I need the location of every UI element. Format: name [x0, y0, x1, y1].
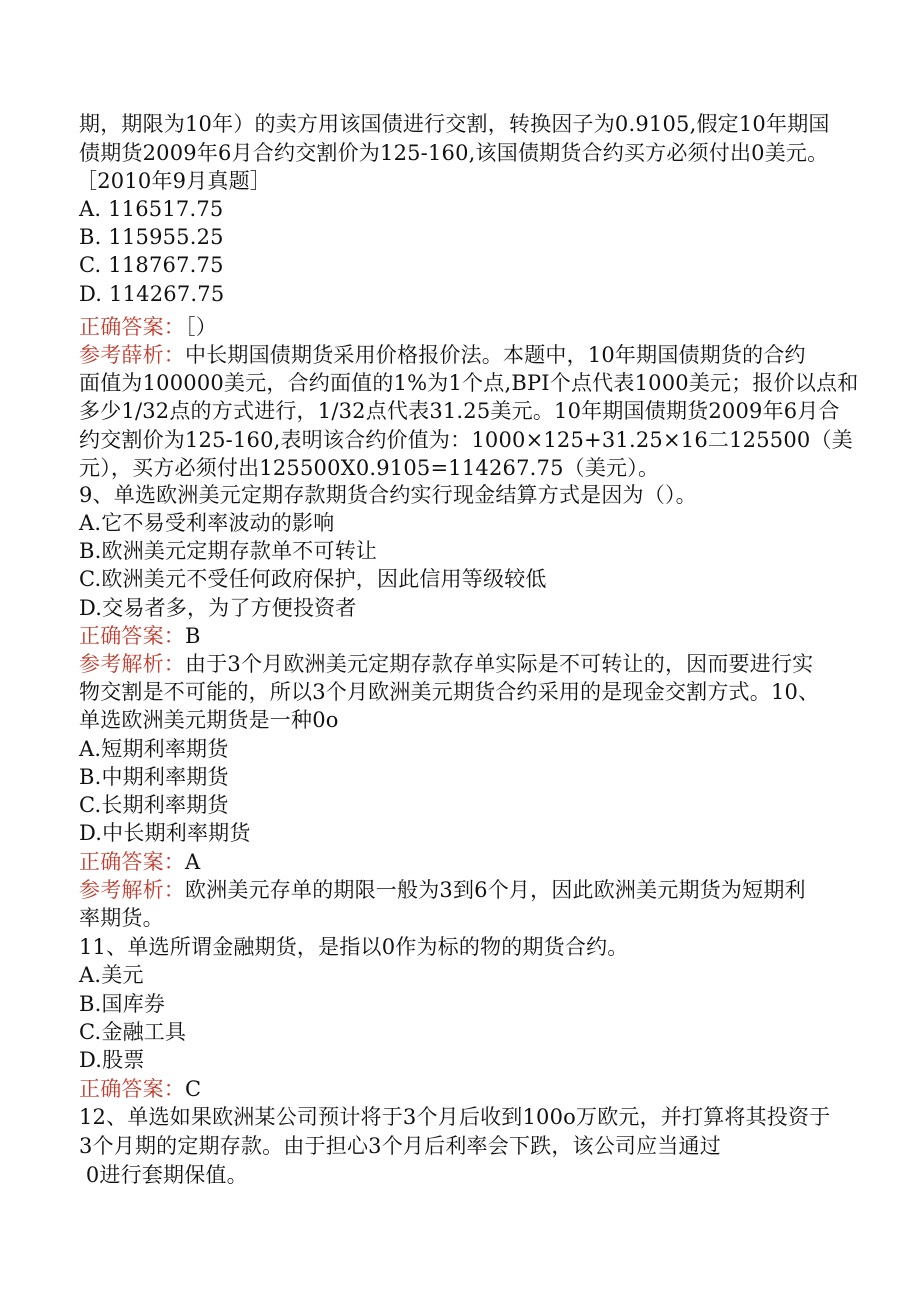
- answer-value: C: [185, 1077, 202, 1101]
- q12-stem-line: 12、单选如果欧洲某公司预计将于3个月后收到100o万欧元，并打算将其投资于: [79, 1105, 831, 1129]
- q9-analysis-line: [79, 650, 813, 678]
- q9-analysis-line: 单选欧洲美元期货是一种0o: [79, 708, 339, 732]
- q8-analysis-line: 约交割价为125-160,表明该合约价值为：1000×125+31.25×16二125500（美: [79, 428, 853, 452]
- q8-analysis-line: 面值为100000美元，合约面值的1%为1个点,BPI个点代表1000美元；报价以点和: [79, 371, 859, 395]
- answer-value: A: [185, 850, 201, 874]
- answer-value: ［）: [185, 315, 217, 339]
- q8-analysis-line: 元），买方必须付出125500X0.9105=114267.75（美元）。: [79, 456, 660, 480]
- q8-analysis-line: [79, 341, 806, 369]
- q8-stem-line: 期，期限为10年）的卖方用该国债进行交割，转换因子为0.9105,假定10年期国: [79, 112, 830, 136]
- analysis-label: 参考解析：: [79, 878, 185, 902]
- q8-option-b: B. 115955.25: [79, 225, 224, 249]
- q10-option-b: B.中期利率期货: [79, 765, 229, 789]
- q9-stem: 9、单选欧洲美元定期存款期货合约实行现金结算方式是因为（）。: [79, 483, 697, 507]
- q8-stem-line: 债期货2009年6月合约交割价为125-160,该国债期货合约买方必须付出0美元。: [79, 141, 829, 165]
- q9-analysis-line: 物交割是不可能的，所以3个月欧洲美元期货合约采用的是现金交割方式。10、: [79, 680, 820, 704]
- q8-source: ［2010年9月真题］: [76, 169, 272, 193]
- q9-option-a: A.它不易受利率波动的影响: [79, 511, 335, 535]
- q9-option-c: C.欧洲美元不受任何政府保护，因此信用等级较低: [79, 567, 547, 591]
- analysis-text: 中长期国债期货采用价格报价法。本题中，10年期国债期货的合约: [185, 343, 806, 367]
- q10-option-d: D.中长期利率期货: [79, 821, 251, 845]
- q8-option-d: D. 114267.75: [79, 282, 225, 306]
- q8-answer: [79, 313, 217, 341]
- q11-option-d: D.股票: [79, 1048, 145, 1072]
- q11-answer: [79, 1075, 201, 1103]
- analysis-text: 由于3个月欧洲美元定期存款存单实际是不可转让的，因而要进行实: [185, 652, 814, 676]
- answer-label: 正确答案：: [79, 850, 185, 874]
- q10-option-c: C.长期利率期货: [79, 793, 229, 817]
- q10-analysis-line: [79, 876, 806, 904]
- answer-label: 正确答案：: [79, 315, 185, 339]
- q9-option-b: B.欧洲美元定期存款单不可转让: [79, 539, 378, 563]
- answer-label: 正确答案：: [79, 1077, 185, 1101]
- q10-option-a: A.短期利率期货: [79, 737, 229, 761]
- q11-option-c: C.金融工具: [79, 1020, 187, 1044]
- q11-stem: 11、单选所谓金融期货，是指以0作为标的物的期货合约。: [79, 935, 629, 959]
- q11-option-a: A.美元: [79, 963, 144, 987]
- analysis-label: 参考薛析：: [79, 343, 185, 367]
- q9-answer: [79, 622, 201, 650]
- answer-label: 正确答案：: [79, 624, 185, 648]
- q8-analysis-line: 多少1/32点的方式进行，1/32点代表31.25美元。10年期国债期货2009年6月合: [79, 399, 840, 423]
- q12-stem-line: 3个月期的定期存款。由于担心3个月后利率会下跌，该公司应当通过: [79, 1134, 721, 1158]
- analysis-label: 参考解析：: [79, 652, 185, 676]
- q10-answer: [79, 848, 200, 876]
- q8-option-c: C. 118767.75: [79, 253, 224, 277]
- q10-analysis-line: 率期货。: [79, 906, 164, 930]
- q9-option-d: D.交易者多，为了方便投资者: [79, 596, 357, 620]
- q12-stem-line: 0进行套期保值。: [79, 1163, 248, 1187]
- q8-option-a: A. 116517.75: [79, 197, 224, 221]
- analysis-text: 欧洲美元存单的期限一般为3到6个月，因此欧洲美元期货为短期利: [185, 878, 806, 902]
- q11-option-b: B.国库券: [79, 992, 166, 1016]
- answer-value: B: [185, 624, 201, 648]
